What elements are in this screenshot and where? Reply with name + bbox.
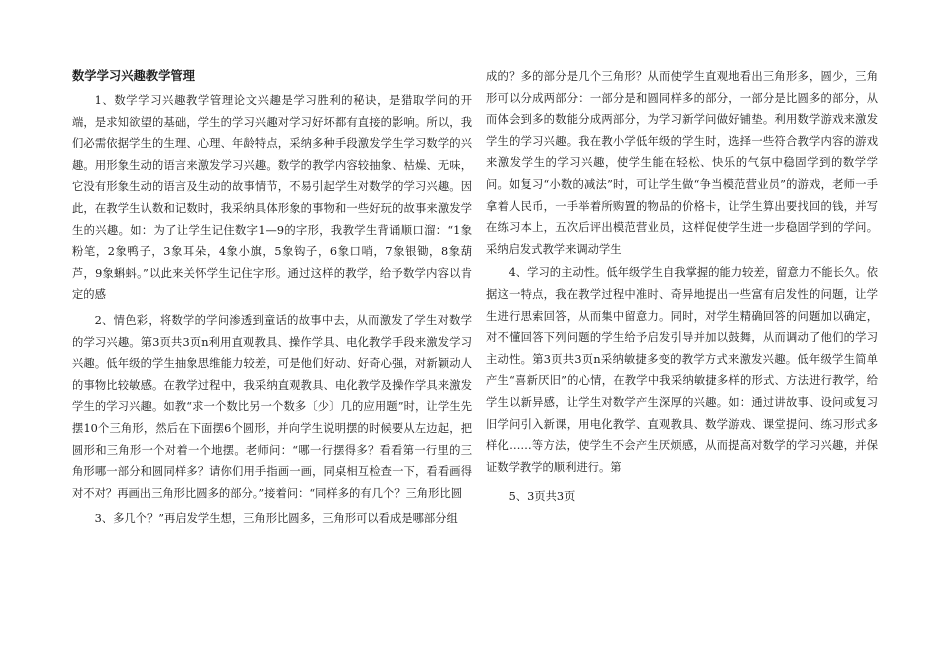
- paragraph-4: 4、学习的主动性。低年级学生自我掌握的能力较差，留意力不能长久。依据这一特点，我在教学过程中准时、奇异地提出一些富有启发性的问题，让学生进行思索回答，从而集中留意力。同时，对学生精确回答的问题加以确定，对不懂回答下列问题的学生给予启发引导并加以鼓舞，从而调动了他们的学习主动性。第3页共3页n采纳敏捷多变的教学方式来激发兴趣。低年级学生简单产生“喜新厌旧”的心情，在教学中我采纳敏捷多样的形式、方法进行教学，给学生以新异感，让学生对数学产生深厚的兴趣。如：通过讲故事、设问或复习旧学问引入新课，用电化教学、直观教具、数学游戏、课堂提问、练习形式多样化……等方法，使学生不会产生厌烦感，从而提高对数学的学习兴趣，并保证数学教学的顺利进行。第: [486, 266, 878, 474]
- paragraph-1: 1、数学学习兴趣教学管理论文兴趣是学习胜利的秘诀，是猎取学问的开端，是求知欲望的基础，学生的学习兴趣对学习好坏都有直接的影响。所以，我们必需依据学生的生理、心理、年龄特点，采纳多种手段激发学生学习数学的兴趣。用形象生动的语言来激发学习兴趣。数学的教学内容较抽象、枯燥、无味，它没有形象生动的语言及生动的故事情节，不易引起学生对数学的学习兴趣。因此，在教学生认数和记数时，我采纳具体形象的事物和一些好玩的故事来激发学生的兴趣。如：为了让学生记住数字1—9的字形，我教学生背诵顺口溜：“1象粉笔，2象鸭子，3象耳朵，4象小旗，5象钩子，6象口哨，7象银锄，8象葫芦，9象蝌蚪。”以此来关怀学生记住字形。通过这样的教学，给予数学内容以肯定的感: [72, 94, 472, 302]
- document-title: 数学学习兴趣教学管理: [72, 69, 195, 83]
- page-number: 5、3页共3页: [508, 490, 576, 504]
- paragraph-3: 3、多几个？”再启发学生想，三角形比圆多，三角形可以看成是哪部分组: [94, 512, 458, 526]
- left-column: [72, 66, 472, 534]
- paragraph-2: 2、情色彩，将数学的学问渗透到童话的故事中去，从而激发了学生对数学的学习兴趣。第3页共3页n利用直观教具、操作学具、电化教学手段来激发学习兴趣。低年级的学生抽象思维能力较差，可是他们好动、好奇心强，对新颖动人的事物比较敏感。在教学过程中，我采纳直观教具、电化教学及操作学具来激发学生的学习兴趣。如教“求一个数比另一个数多〔少〕几的应用题”时，让学生先摆10个三角形，然后在下面摆6个圆形，并向学生说明摆的时候要从左边起，把圆形和三角形一个对着一个地摆。老师问：“哪一行摆得多？看看第一行里的三角形哪一部分和圆同样多？请你们用手指画一画，同桌相互检查一下，看看画得对不对？再画出三角形比圆多的部分。”接着问：“同样多的有几个？三角形比圆: [72, 313, 472, 500]
- right-column: [486, 66, 878, 510]
- paragraph-3-continued: 成的？多的部分是几个三角形？从而使学生直观地看出三角形多，圆少，三角形可以分成两部分：一部分是和圆同样多的部分，一部分是比圆多的部分，从而体会到多的数能分成两部分，为学习新学问做好铺垫。利用数学游戏来激发学生的学习兴趣。我在教小学低年级的学生时，选择一些符合教学内容的游戏来激发学生的学习兴趣，使学生能在轻松、快乐的气氛中稳固学到的数学学问。如复习“小数的减法”时，可让学生做“争当模范营业员”的游戏，老师一手拿着人民币，一手举着所购置的物品的价格卡，让学生算出要找回的钱，并写在练习本上，五次后评出模范营业员，这样促使学生进一步稳固学到的学问。采纳启发式教学来调动学生: [486, 70, 878, 256]
